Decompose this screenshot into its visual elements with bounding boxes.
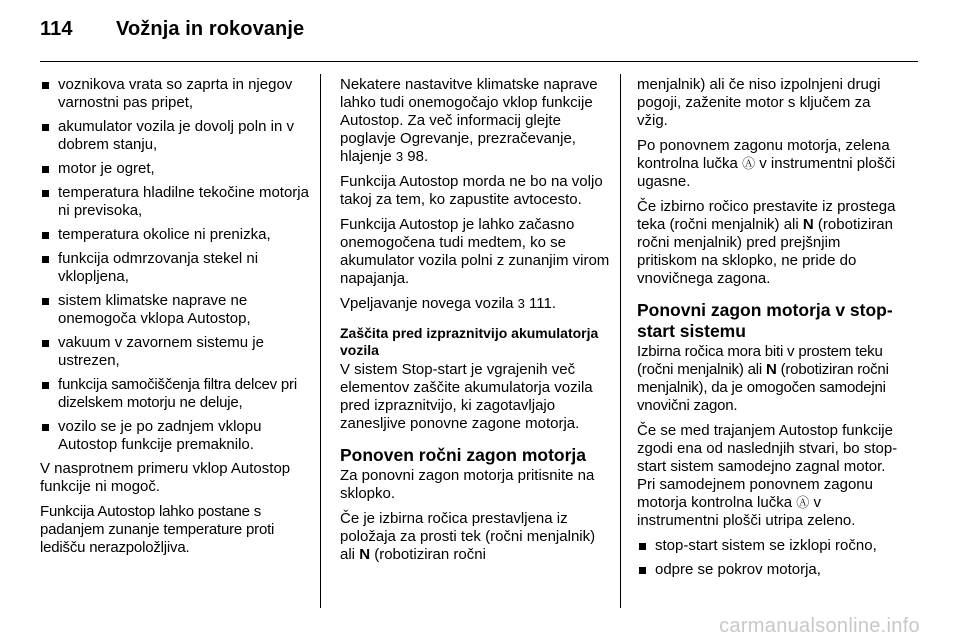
- page-reference[interactable]: 111.: [529, 295, 556, 312]
- list-item: odpre se pokrov motorja,: [637, 561, 903, 579]
- column-1: [40, 76, 312, 564]
- header-rule: [40, 61, 918, 62]
- paragraph: V nasprotnem primeru vklop Autostop funkcije ni mogoč.: [40, 460, 291, 495]
- page-ref-arrow-icon: 3: [517, 296, 525, 311]
- list-item: sistem klimatske naprave ne onemogoča vklopa Autostop,: [40, 292, 312, 328]
- column-2: [340, 76, 610, 571]
- paragraph-text: Če je izbirna ročica prestavljena iz položaja za prosti tek (ročni menjalnik) ali: [340, 510, 596, 563]
- list-item: akumulator vozila je dovolj poln in v dobrem stanju,: [40, 118, 312, 154]
- paragraph: [340, 510, 610, 564]
- paragraph: [340, 295, 610, 313]
- autostop-lamp-icon: Ⓐ: [742, 156, 756, 171]
- paragraph-text: Izbirna ročica mora biti v prostem teku (ročni menjalnik) ali: [637, 343, 883, 378]
- paragraph-text: Po ponovnem zagonu motorja, zelena kontrolna lučka: [637, 137, 890, 172]
- gear-label: N: [765, 361, 777, 378]
- gear-label: N: [802, 216, 814, 233]
- paragraph-text: Če izbirno ročico prestavite iz prostega teka (ročni menjalnik) ali: [637, 198, 896, 233]
- page-title: Vožnja in rokovanje: [116, 18, 305, 40]
- section-heading: Ponovni zagon motorja v stop-start sistemu: [637, 300, 893, 341]
- paragraph-text: Nekatere nastavitve klimatske naprave lahko tudi onemogočajo vklop funkcije Autostop. Za več informacij glejte poglavje Ogrevanje, prezračevanje, hlajenje: [340, 76, 598, 165]
- page-header: [40, 18, 304, 41]
- page-ref-arrow-icon: 3: [395, 149, 404, 164]
- paragraph-text: (robotiziran ročni: [374, 546, 486, 563]
- list-item: funkcija odmrzovanja stekel ni vklopljena,: [40, 250, 312, 286]
- list-item: funkcija samočiščenja filtra delcev pri dizelskem motorju ne deluje,: [40, 376, 312, 412]
- paragraph: Za ponovni zagon motorja pritisnite na sklopko.: [340, 467, 595, 502]
- paragraph-text: v instrumentni plošči ugasne.: [637, 155, 896, 190]
- list-item: vakuum v zavornem sistemu je ustrezen,: [40, 334, 312, 370]
- autostop-lamp-icon: Ⓐ: [796, 495, 810, 510]
- paragraph-text: v instrumentni plošči utripa zeleno.: [637, 494, 856, 529]
- column-divider-1: [320, 74, 321, 608]
- list-item: temperatura hladilne tekočine motorja ni previsoka,: [40, 184, 312, 220]
- paragraph: Funkcija Autostop je lahko začasno onemogočena tudi medtem, ko se akumulator vozila polni z zunanjim virom napajanja.: [340, 216, 610, 287]
- page-reference[interactable]: 98.: [407, 148, 429, 165]
- paragraph: [637, 343, 903, 415]
- gear-label: N: [359, 546, 371, 563]
- paragraph-text: Vpeljavanje novega vozila: [340, 295, 514, 312]
- paragraph: V sistem Stop-start je vgrajenih več elementov zaščite akumulatorja vozila pred izpraznitvijo, ki zagotavljajo zanesljive ponovne zagone motorja.: [340, 361, 593, 432]
- list-item: voznikova vrata so zaprta in njegov varnostni pas pripet,: [40, 76, 312, 112]
- conditions-list: [40, 76, 312, 454]
- paragraph: [637, 198, 903, 288]
- paragraph-text: (robotiziran ročni menjalnik) pred prejšnjim pritiskom na sklopko, ne pride do vnovičnega zagona.: [637, 216, 893, 287]
- list-item: stop-start sistem se izklopi ročno,: [637, 537, 903, 555]
- watermark: carmanualsonline.info: [719, 615, 920, 637]
- list-item: vozilo se je po zadnjem vklopu Autostop funkcije premaknilo.: [40, 418, 312, 454]
- paragraph: [637, 422, 903, 530]
- paragraph: Funkcija Autostop lahko postane s padanjem zunanje temperature proti ledišču nerazpoložljiva.: [40, 503, 275, 556]
- restart-conditions-list: [637, 537, 903, 579]
- paragraph: [340, 76, 610, 166]
- column-divider-2: [620, 74, 621, 608]
- list-item: temperatura okolice ni prenizka,: [40, 226, 312, 244]
- paragraph: [637, 137, 903, 191]
- subheading: Zaščita pred izpraznitvijo akumulatorja vozila: [340, 325, 599, 358]
- section-heading: Ponoven ročni zagon motorja: [340, 445, 586, 465]
- paragraph: menjalnik) ali če niso izpolnjeni drugi pogoji, zaženite motor s ključem za vžig.: [637, 76, 881, 129]
- paragraph-text: (robotiziran ročni menjalnik), da je omogočen samodejni vnovični zagon.: [637, 361, 889, 414]
- paragraph-text: Če se med trajanjem Autostop funkcije zgodi ena od naslednjih stvari, bo stop-start sistem samodejno zagnal motor. Pri samodejnem ponovnem zagonu motorja kontrolna lučka: [637, 422, 898, 511]
- page-number: 114: [40, 18, 73, 40]
- column-3: [637, 76, 903, 585]
- list-item: motor je ogret,: [40, 160, 312, 178]
- paragraph: Funkcija Autostop morda ne bo na voljo takoj za tem, ko zapustite avtocesto.: [340, 173, 603, 208]
